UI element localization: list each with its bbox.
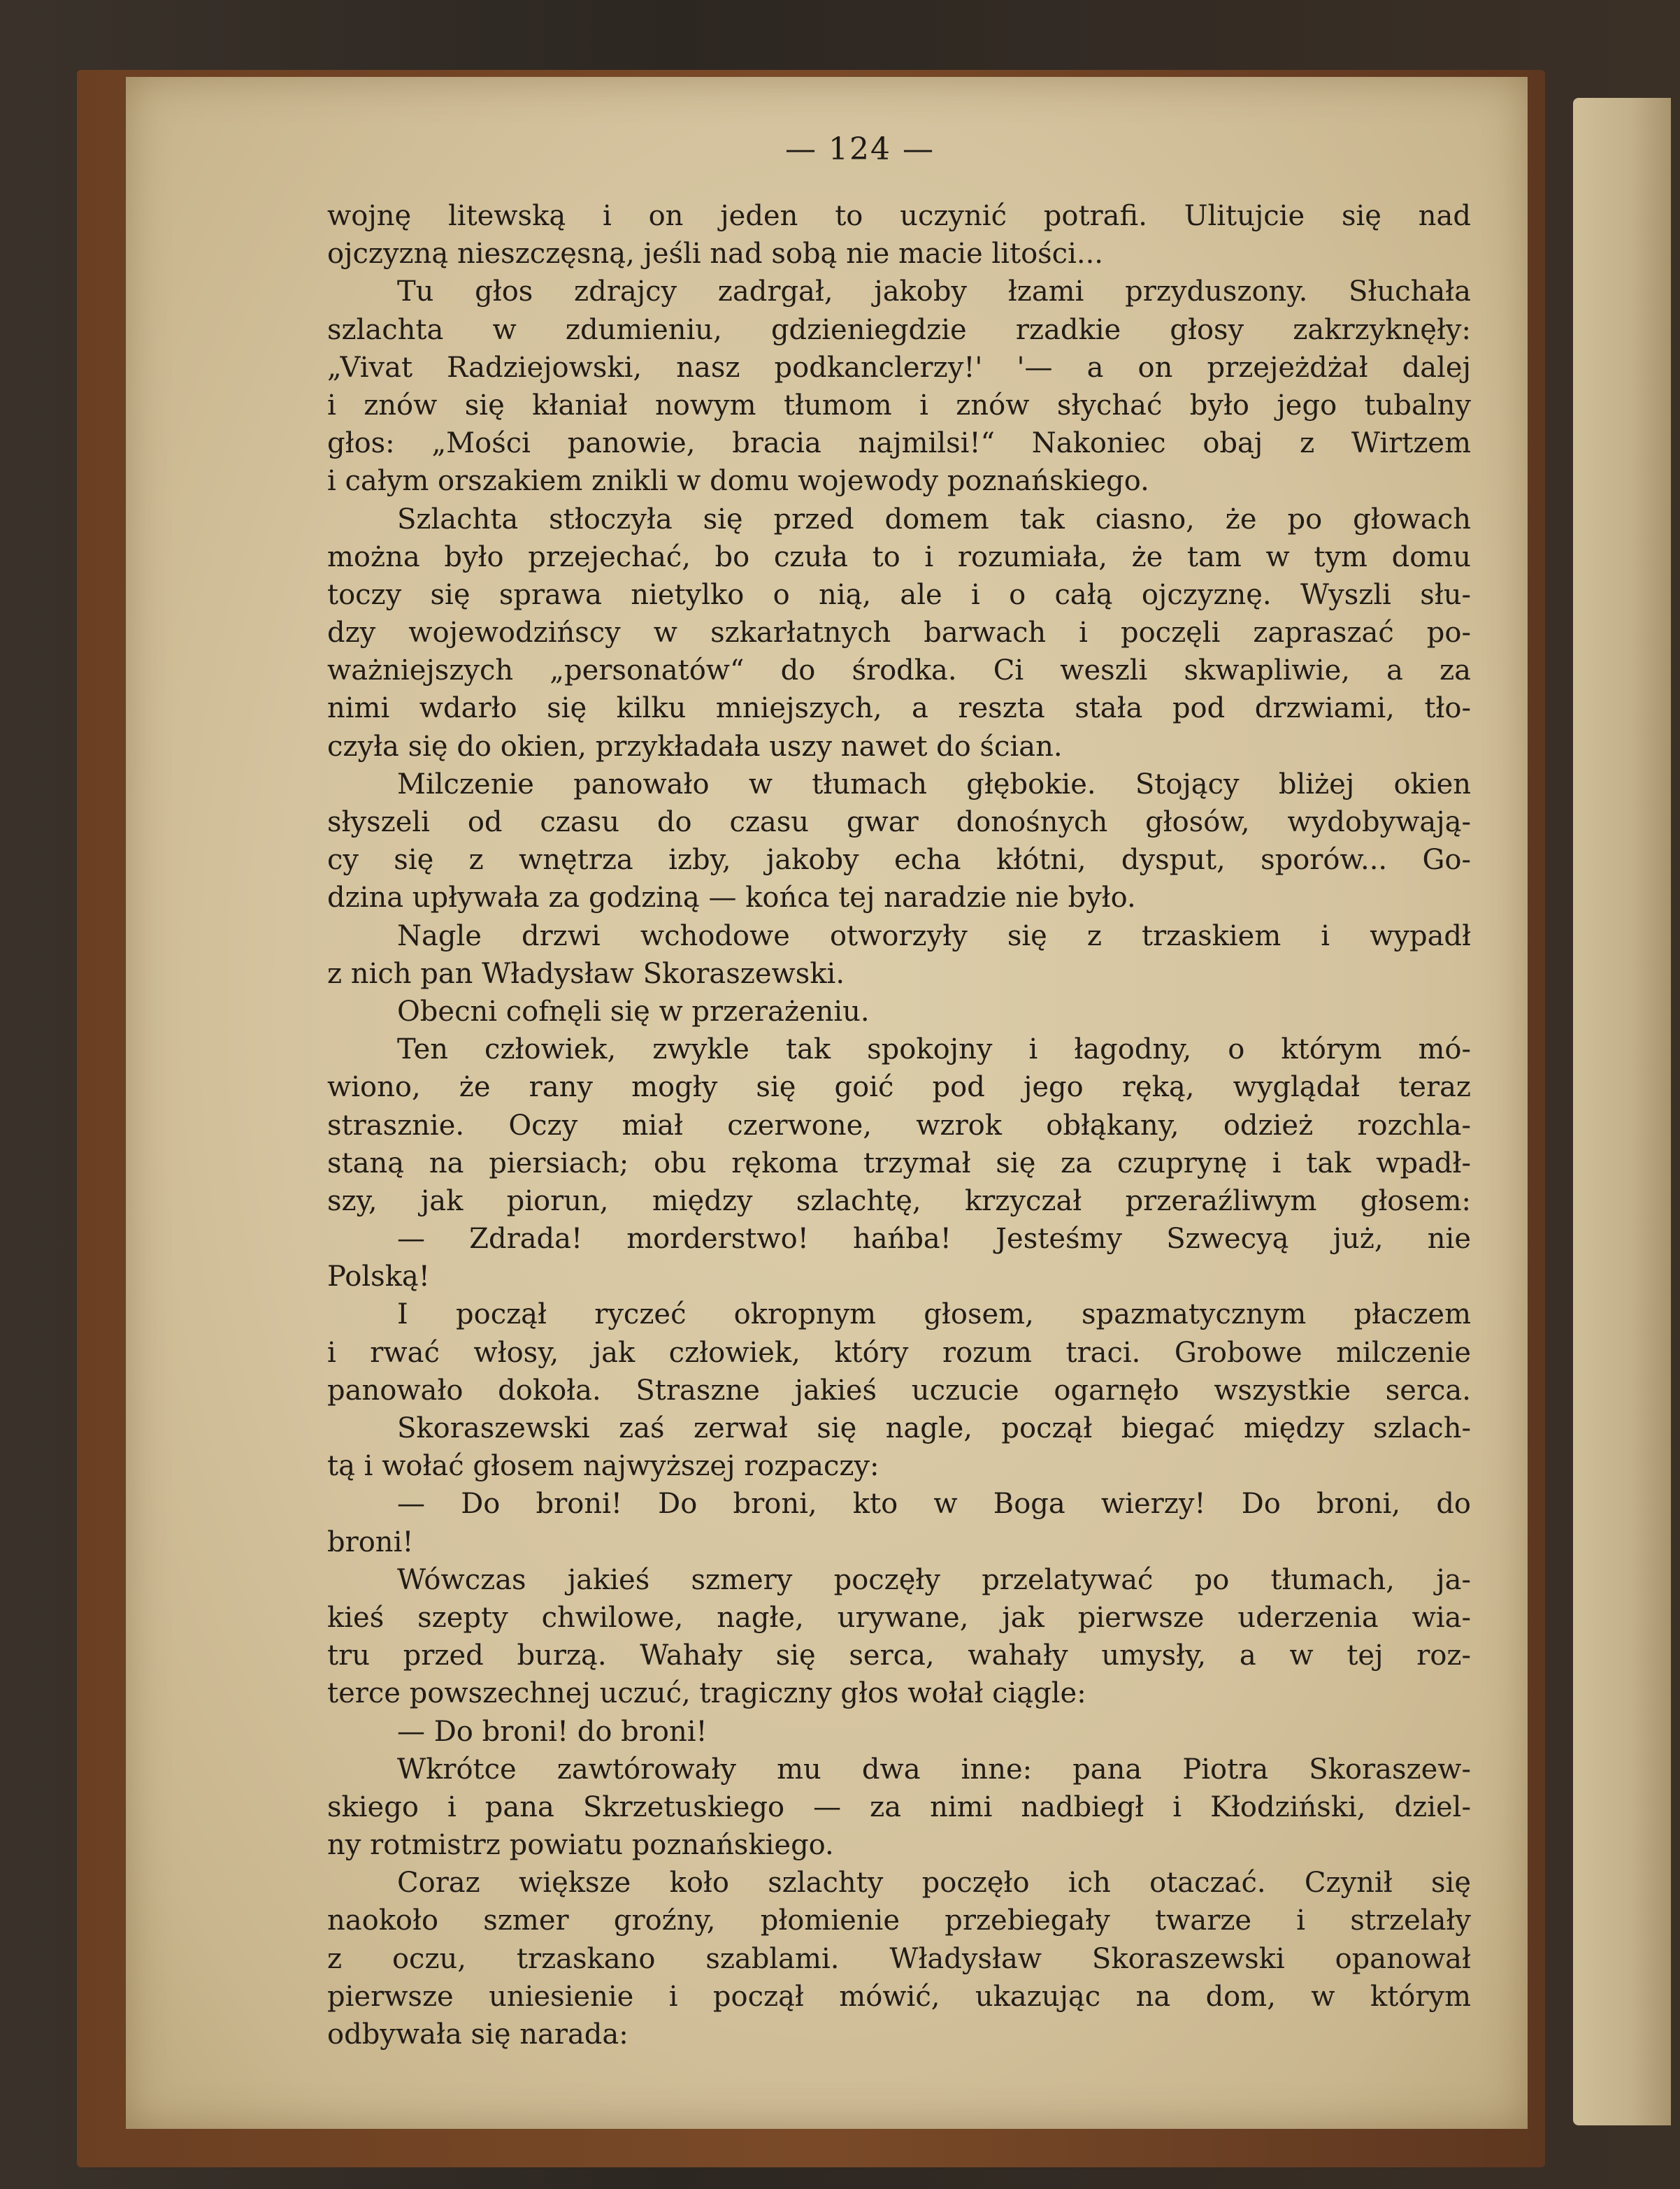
text-line: tą i wołać głosem najwyższej rozpaczy:	[327, 1450, 880, 1483]
text-line: Wkrótce zawtórowały mu dwa inne: pana Piotra Skoraszew-	[397, 1753, 1471, 1786]
text-line: terce powszechnej uczuć, tragiczny głos wołał ciągle:	[327, 1677, 1086, 1710]
text-line: skiego i pana Skrzetuskiego — za nimi nadbiegł i Kłodziński, dziel-	[327, 1790, 1471, 1823]
text-line: kieś szepty chwilowe, nagłe, urywane, jak pierwsze uderzenia wia-	[327, 1601, 1471, 1634]
page-body-text	[327, 197, 1471, 2053]
text-line: szlachta w zdumieniu, gdzieniegdzie rzadkie głosy zakrzyknęły:	[327, 313, 1471, 346]
text-line: panowało dokoła. Straszne jakieś uczucie ogarnęło wszystkie serca.	[327, 1374, 1471, 1407]
text-line: i całym orszakiem znikli w domu wojewody poznańskiego.	[327, 465, 1149, 498]
text-line: Coraz większe koło szlachty poczęło ich otaczać. Czynił się	[397, 1867, 1471, 1900]
text-line: odbywała się narada:	[327, 2018, 629, 2051]
text-line: nimi wdarło się kilku mniejszych, a reszta stała pod drzwiami, tło-	[327, 692, 1471, 725]
text-line: Wówczas jakieś szmery poczęły przelatywać po tłumach, ja-	[397, 1563, 1471, 1596]
text-line: Obecni cofnęli się w przerażeniu.	[397, 995, 870, 1028]
text-line: i znów się kłaniał nowym tłumom i znów słychać było jego tubalny	[327, 389, 1471, 422]
text-line: cy się z wnętrza izby, jakoby echa kłótni, dysput, sporów... Go-	[327, 844, 1471, 877]
text-line: dzina upływała za godziną — końca tej naradzie nie było.	[327, 882, 1136, 914]
text-line: czyła się do okien, przykładała uszy nawet do ścian.	[327, 730, 1063, 763]
page-number: — 124 —	[785, 131, 935, 167]
text-line: Tu głos zdrajcy zadrgał, jakoby łzami przyduszony. Słuchała	[397, 275, 1471, 308]
text-line: Polską!	[327, 1261, 430, 1293]
text-line: dzy wojewodzińscy w szkarłatnych barwach i poczęli zapraszać po-	[327, 617, 1471, 649]
text-line: ny rotmistrz powiatu poznańskiego.	[327, 1829, 834, 1862]
text-line: i rwać włosy, jak człowiek, który rozum traci. Grobowe milczenie	[327, 1336, 1471, 1369]
text-line: ojczyzną nieszczęsną, jeśli nad sobą nie macie litości...	[327, 238, 1104, 271]
text-line: staną na piersiach; obu rękoma trzymał się za czuprynę i tak wpadł-	[327, 1147, 1471, 1179]
text-line: szy, jak piorun, między szlachtę, krzyczał przeraźliwym głosem:	[327, 1184, 1471, 1217]
text-line: Nagle drzwi wchodowe otworzyły się z trzaskiem i wypadł	[397, 919, 1471, 952]
text-line: I począł ryczeć okropnym głosem, spazmatycznym płaczem	[397, 1298, 1471, 1331]
text-line: Milczenie panowało w tłumach głębokie. Stojący bliżej okien	[397, 768, 1471, 801]
text-line: słyszeli od czasu do czasu gwar donośnych głosów, wydobywają-	[327, 806, 1471, 838]
text-line: tru przed burzą. Wahały się serca, wahały umysły, a w tej roz-	[327, 1639, 1471, 1672]
text-line: Szlachta stłoczyła się przed domem tak ciasno, że po głowach	[397, 503, 1471, 536]
text-line: z oczu, trzaskano szablami. Władysław Skoraszewski opanował	[327, 1942, 1471, 1975]
text-line: Ten człowiek, zwykle tak spokojny i łagodny, o którym mó-	[397, 1033, 1471, 1066]
text-line: ważniejszych „personatów“ do środka. Ci weszli skwapliwie, a za	[327, 654, 1471, 687]
text-line: z nich pan Władysław Skoraszewski.	[327, 957, 845, 990]
text-line: toczy się sprawa nietylko o nią, ale i o całą ojczyznę. Wyszli słu-	[327, 578, 1471, 611]
text-line: głos: „Mości panowie, bracia najmilsi!“ Nakoniec obaj z Wirtzem	[327, 427, 1471, 460]
facing-page-edge	[1573, 98, 1671, 2125]
text-line: naokoło szmer groźny, płomienie przebiegały twarze i strzelały	[327, 1904, 1471, 1937]
text-line: pierwsze uniesienie i począł mówić, ukazując na dom, w którym	[327, 1980, 1471, 2013]
text-line: strasznie. Oczy miał czerwone, wzrok obłąkany, odzież rozchla-	[327, 1109, 1471, 1142]
text-line: wojnę litewską i on jeden to uczynić potrafi. Ulitujcie się nad	[327, 200, 1471, 232]
text-line: broni!	[327, 1526, 414, 1558]
text-line: „Vivat Radziejowski, nasz podkanclerzy!' '— a on przejeżdżał dalej	[327, 351, 1471, 384]
text-line: Skoraszewski zaś zerwał się nagle, począł biegać między szlach-	[397, 1412, 1471, 1444]
text-line: — Do broni! do broni!	[397, 1715, 708, 1748]
text-line: można było przejechać, bo czuła to i rozumiała, że tam w tym domu	[327, 540, 1471, 573]
text-line: — Zdrada! morderstwo! hańba! Jesteśmy Szwecyą już, nie	[397, 1223, 1471, 1256]
text-line: wiono, że rany mogły się goić pod jego ręką, wyglądał teraz	[327, 1071, 1471, 1104]
text-line: — Do broni! Do broni, kto w Boga wierzy! Do broni, do	[397, 1488, 1471, 1521]
